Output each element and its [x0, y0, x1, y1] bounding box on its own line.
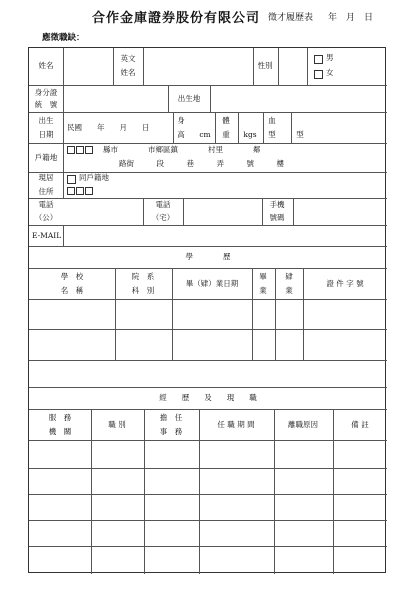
resume-form: [28, 47, 386, 573]
gender-label: 性別: [257, 61, 273, 70]
height-label-2: 高: [177, 130, 185, 139]
mobile-label-1: 手機: [269, 200, 285, 209]
exp-reason-label: 離職原因: [288, 420, 318, 429]
same-as-registered-label: 同戶籍地: [79, 173, 109, 182]
phone-office-label-2: （公）: [34, 213, 58, 222]
email-label: E-MAIL: [32, 231, 62, 240]
weight-unit: kgs: [243, 130, 257, 139]
exp-role-label-1: 擔 任: [159, 413, 183, 422]
female-label: 女: [326, 68, 334, 77]
form-title: 徵才履歷表: [268, 13, 314, 23]
exp-remark-label: 備 註: [351, 420, 369, 429]
id-label-1: 身分證: [34, 88, 58, 97]
weight-label-1: 體: [222, 116, 230, 125]
position-label[interactable]: 應徵職缺：: [42, 33, 85, 43]
phone-office-label-1: 電話: [38, 200, 54, 209]
edu-dropout-label-2: 業: [285, 286, 293, 295]
id-label-2: 統 號: [34, 100, 58, 109]
edu-graduated-label-2: 業: [259, 286, 267, 295]
birth-label-1: 出生: [38, 116, 54, 125]
registered-address-label: 戶籍地: [34, 153, 58, 162]
current-address-label-2: 住所: [38, 187, 54, 196]
weight-label-2: 重: [222, 130, 230, 139]
female-checkbox[interactable]: [314, 70, 323, 79]
exp-employer-label-2: 機 關: [48, 427, 72, 436]
edu-graduated-label-1: 畢: [259, 272, 267, 281]
current-address-checkboxes[interactable]: [67, 185, 94, 197]
current-address-label-1: 現居: [38, 173, 54, 182]
registered-address-line1: 縣市 市鄉區鎮 村里 鄰: [103, 145, 261, 154]
phone-home-label-2: （宅）: [151, 213, 175, 222]
male-label: 男: [326, 53, 334, 62]
registered-address-line2: 路街 段 巷 弄 號 樓: [119, 159, 284, 168]
education-title: 學 歷: [185, 252, 231, 261]
same-as-registered-checkbox[interactable]: [67, 175, 76, 184]
edu-school-label-2: 名 稱: [60, 286, 84, 295]
mobile-label-2: 號碼: [269, 213, 285, 222]
exp-employer-label-1: 服 務: [48, 413, 72, 422]
edu-cert-label: 證 件 字 號: [326, 279, 364, 288]
name-label: 姓名: [38, 61, 54, 70]
blood-unit: 型: [296, 130, 304, 139]
exp-period-label: 任 職 期 間: [217, 420, 255, 429]
english-name-label-1: 英文: [120, 54, 136, 63]
blood-label-2: 型: [268, 130, 276, 139]
edu-dropout-label-1: 肄: [285, 272, 293, 281]
edu-school-label-1: 學 校: [60, 272, 84, 281]
experience-title: 經 歷 及 現 職: [159, 393, 257, 402]
phone-home-label-1: 電話: [155, 200, 171, 209]
form-date[interactable]: 年 月 日: [328, 13, 374, 23]
company-title: 合作金庫證券股份有限公司: [92, 11, 261, 26]
height-unit: cm: [199, 130, 211, 139]
birth-date-value[interactable]: 民國 年 月 日: [67, 123, 150, 132]
english-name-label-2: 姓名: [120, 68, 136, 77]
male-checkbox[interactable]: [314, 55, 323, 64]
edu-grad-date-label: 畢（肄）業日期: [185, 279, 239, 288]
exp-job-title-label: 職 別: [108, 420, 126, 429]
edu-dept-label-2: 科 別: [131, 286, 155, 295]
exp-role-label-2: 事 務: [159, 427, 183, 436]
birthplace-label: 出生地: [177, 94, 201, 103]
blood-label-1: 血: [268, 116, 276, 125]
height-label-1: 身: [177, 116, 185, 125]
birth-label-2: 日期: [38, 130, 54, 139]
edu-dept-label-1: 院 系: [131, 272, 155, 281]
registered-address-checkboxes[interactable]: [67, 144, 94, 156]
